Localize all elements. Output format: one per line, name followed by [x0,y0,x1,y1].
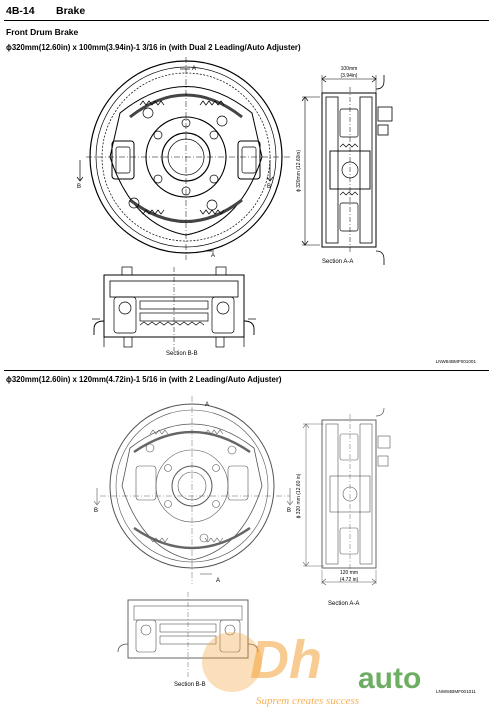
section-number: 4B-14 [6,5,35,17]
page-header [4,4,489,21]
s2-label-b-right: B [287,508,292,514]
figure-dual-2-leading-brake [0,55,493,367]
watermark-brand-2: auto [358,662,422,695]
s2-label-a-bottom: A [216,578,221,584]
s1-section-bb: Section B-B [166,351,198,357]
s1-label-a-bottom: A [211,253,216,259]
section-divider [4,370,489,371]
doc-title: Front Drum Brake [6,27,79,37]
s2-label-b-left: B [94,508,99,514]
section-1-title: ϕ320mm(12.60in) x 100mm(3.94in)-1 3/16 in (with Dual 2 Leading/Auto Adjuster) [6,43,301,52]
section-2-title: ϕ320mm(12.60in) x 120mm(4.72in)-1 5/16 in (with 2 Leading/Auto Adjuster) [6,375,282,384]
watermark-tagline: Suprem creates success [256,695,360,707]
s2-section-bb: Section B-B [174,682,206,688]
s1-dim-width-in: (3.94in) [340,73,358,79]
s2-figure-code: LNW84BMF001011 [435,689,476,694]
watermark-logo [198,612,468,708]
s1-figure-code: LNW84BMF001001 [435,359,476,364]
chapter-title: Brake [56,5,86,17]
s1-label-b-left: B [77,184,82,190]
s1-section-aa: Section A-A [322,259,354,265]
s2-dim-width-in: (4.72 in) [339,577,359,583]
s1-label-b-right: B [267,184,272,190]
s2-dim-diameter: ϕ 320 mm (12.60 in) [296,473,302,519]
s2-dim-width-mm: 120 mm [339,570,359,576]
s2-section-aa: Section A-A [328,601,360,607]
s1-dim-width-mm: 100mm [340,66,358,72]
s2-label-a-top: A [205,402,210,408]
s1-label-a-top: A [192,66,197,72]
watermark-brand-1: Dh [250,630,322,690]
s1-dim-diameter: ϕ 320mm (12.60in) [296,150,302,192]
